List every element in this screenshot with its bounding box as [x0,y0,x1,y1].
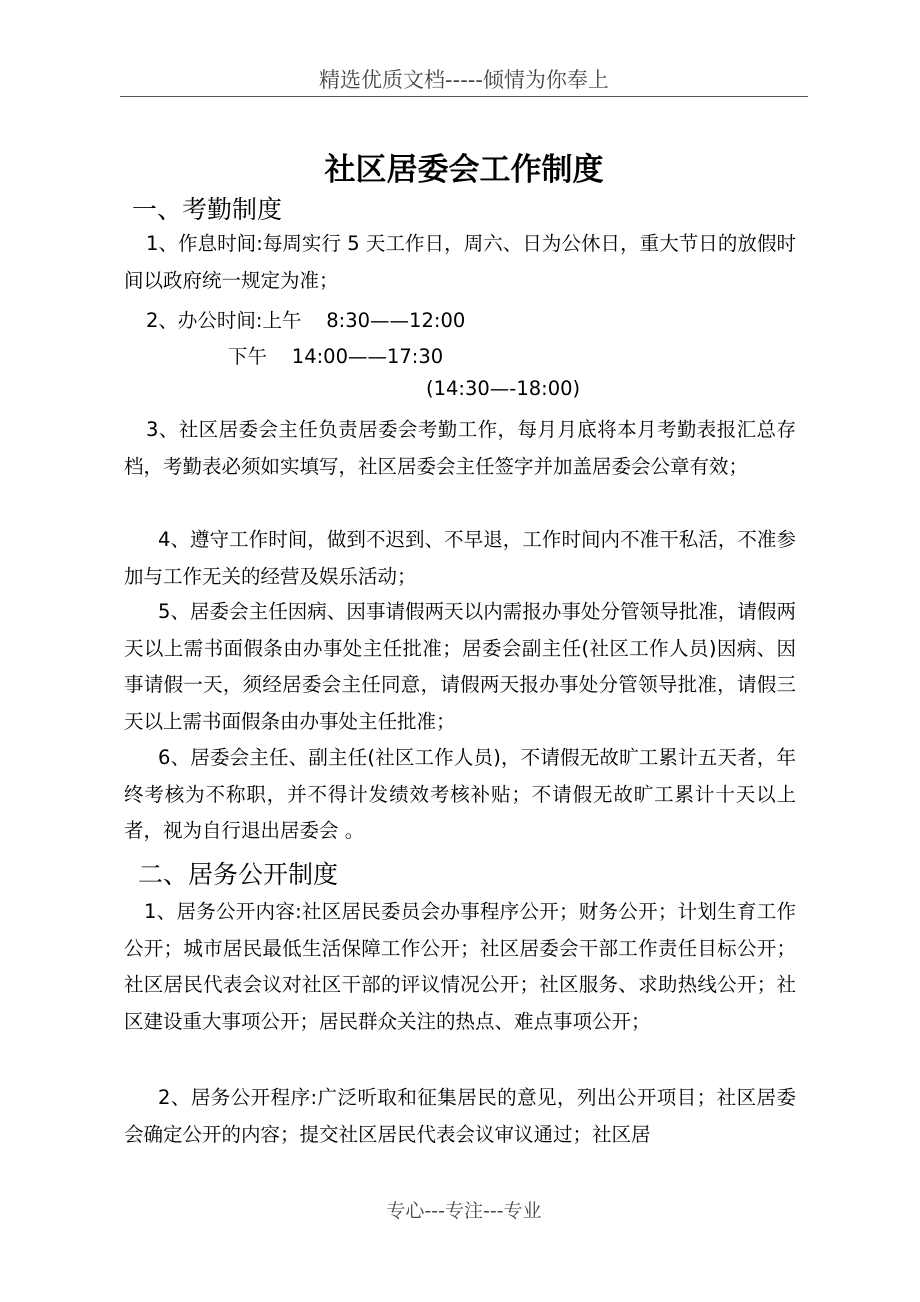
section-heading-attendance: 一、考勤制度 [132,195,283,224]
disclosure-item-1: 1、居务公开内容:社区居民委员会办事程序公开；财务公开；计划生育工作公开；城市居民最低生活保障工作公开；社区居委会干部工作责任目标公开；社区居民代表会议对社区干部的评议情况公开；社区服务、求助热线公开；社区建设重大事项公开；居民群众关注的热点、难点事项公开； [124,900,796,1033]
attendance-item-1: 1、作息时间:每周实行 5 天工作日，周六、日为公休日，重大节日的放假时间以政府统一规定为准； [124,232,796,292]
header-divider [120,96,808,97]
section-heading-disclosure: 二、居务公开制度 [138,860,339,889]
disclosure-item-2: 2、居务公开程序:广泛听取和征集居民的意见，列出公开项目；社区居委会确定公开的内容；提交社区居民代表会议审议通过；社区居 [124,1086,796,1146]
attendance-item-2-morning: 2、办公时间:上午 8:30——12:00 [146,309,466,332]
page-header: 精选优质文档-----倾情为你奉上 [319,68,609,92]
page-footer: 专心---专注---专业 [386,1200,542,1222]
attendance-item-5: 5、居委会主任因病、因事请假两天以内需报办事处分管领导批准，请假两天以上需书面假条由办事处主任批准；居委会副主任(社区工作人员)因病、因事请假一天，须经居委会主任同意，请假两天报办事处分管领导批准，请假三天以上需书面假条由办事处主任批准； [124,600,796,733]
attendance-item-2-alt-hours: (14:30—-18:00) [426,377,581,400]
attendance-item-2-afternoon: 下午 14:00——17:30 [228,345,444,368]
attendance-item-6: 6、居委会主任、副主任(社区工作人员)，不请假无故旷工累计五天者，年终考核为不称职，并不得计发绩效考核补贴；不请假无故旷工累计十天以上者，视为自行退出居委会 。 [124,746,796,842]
document-title: 社区居委会工作制度 [324,152,604,188]
attendance-item-4: 4、遵守工作时间，做到不迟到、不早退，工作时间内不准干私活，不准参加与工作无关的经营及娱乐活动； [124,528,796,588]
attendance-item-3: 3、社区居委会主任负责居委会考勤工作，每月月底将本月考勤表报汇总存档，考勤表必须如实填写，社区居委会主任签字并加盖居委会公章有效； [124,418,796,478]
